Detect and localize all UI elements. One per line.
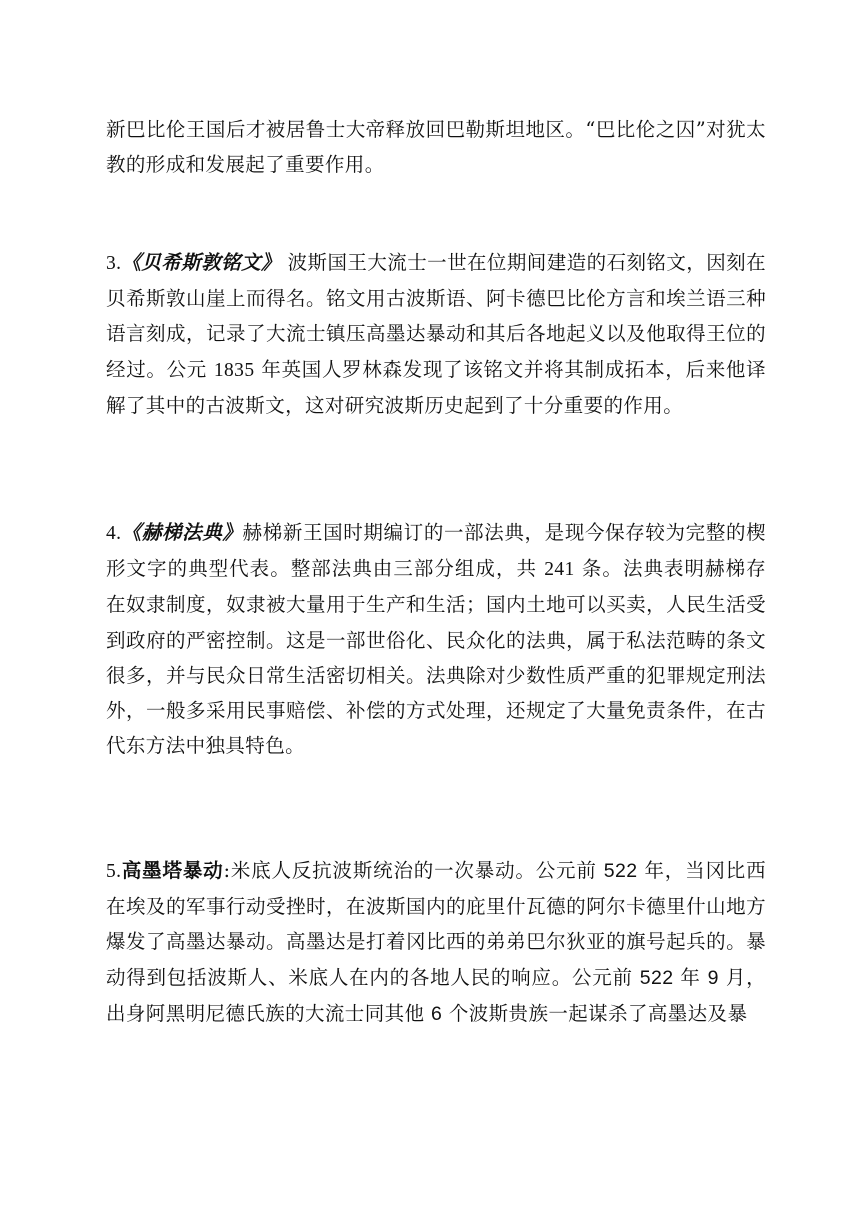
noble-count: 6 — [431, 1002, 443, 1025]
year-number: 522 — [639, 966, 674, 989]
paragraph-text: 波斯国王大流士一世在位期间建造的石刻铭文，因刻在贝希斯敦山崖上而得名。铭文用古波斯语、阿卡德巴比伦方言和埃兰语三种语言刻成，记录了大流士镇压高墨达暴动和其后各地起义以及他取得王位的经过。公元 — [106, 251, 766, 381]
paragraph-text: 新巴比伦王国后才被居鲁士大帝释放回巴勒斯坦地区。“巴比伦之囚”对犹太教的形成和发展起了重要作用。 — [106, 118, 766, 177]
item-title: 《贝希斯敦铭文》 — [121, 251, 281, 274]
item-title: 《赫梯法典》 — [121, 521, 243, 544]
paragraph-gaumata-revolt — [106, 853, 766, 1032]
month-number: 9 — [707, 966, 719, 989]
paragraph-text: 年，当冈比西在埃及的军事行动受挫时，在波斯国内的庇里什瓦德的阿尔卡德里什山地方爆发了高墨达暴动。高墨达是打着冈比西的弟弟巴尔狄亚的旗号起兵的。暴动得到包括波斯人、米底人在内的各地人民的响应。公元前 — [106, 859, 766, 989]
year-number: 1835 — [213, 359, 255, 381]
item-number: 3. — [106, 253, 122, 274]
paragraph-hittite-code — [106, 515, 766, 763]
item-number: 4. — [106, 523, 122, 544]
year-number: 522 — [603, 860, 638, 882]
item-title: 高墨塔暴动 — [121, 859, 224, 882]
paragraph-text: 赫梯新王国时期编订的一部法典，是现今保存较为完整的楔形文字的典型代表。整部法典由三部分组成，共 — [106, 521, 767, 581]
paragraph-text: 个波斯贵族一起谋杀了高墨达及暴 — [442, 1001, 748, 1025]
item-number: 5. — [106, 861, 122, 882]
paragraph-text: 年 — [673, 965, 708, 989]
title-colon: : — [223, 859, 231, 882]
paragraph-behistun-inscription — [106, 245, 766, 423]
paragraph-text: 条。法典表明赫梯存在奴隶制度，奴隶被大量用于生产和生活；国内土地可以买卖，人民生活受到政府的严密控制。这是一部世俗化、民众化的法典，属于私法范畴的条文很多，并与民众日常生活密切相关。法典除对少数性质严重的犯罪规定刑法外，一般多采用民事赔偿、补偿的方式处理，还规定了大量免责条件，在古代东方法中独具特色。 — [106, 557, 767, 758]
paragraph-text: 米底人反抗波斯统治的一次暴动。公元前 — [230, 859, 604, 882]
paragraph-text: 年英国人罗林森发现了该铭文并将其制成拓本，后来他译解了其中的古波斯文，这对研究波斯历史起到了十分重要的作用。 — [106, 357, 766, 417]
paragraph-babylon-captivity — [106, 112, 766, 182]
article-count: 241 — [544, 559, 575, 581]
paragraph-text: 月，出身阿黑明尼德氏族的大流士同其他 — [106, 965, 767, 1025]
